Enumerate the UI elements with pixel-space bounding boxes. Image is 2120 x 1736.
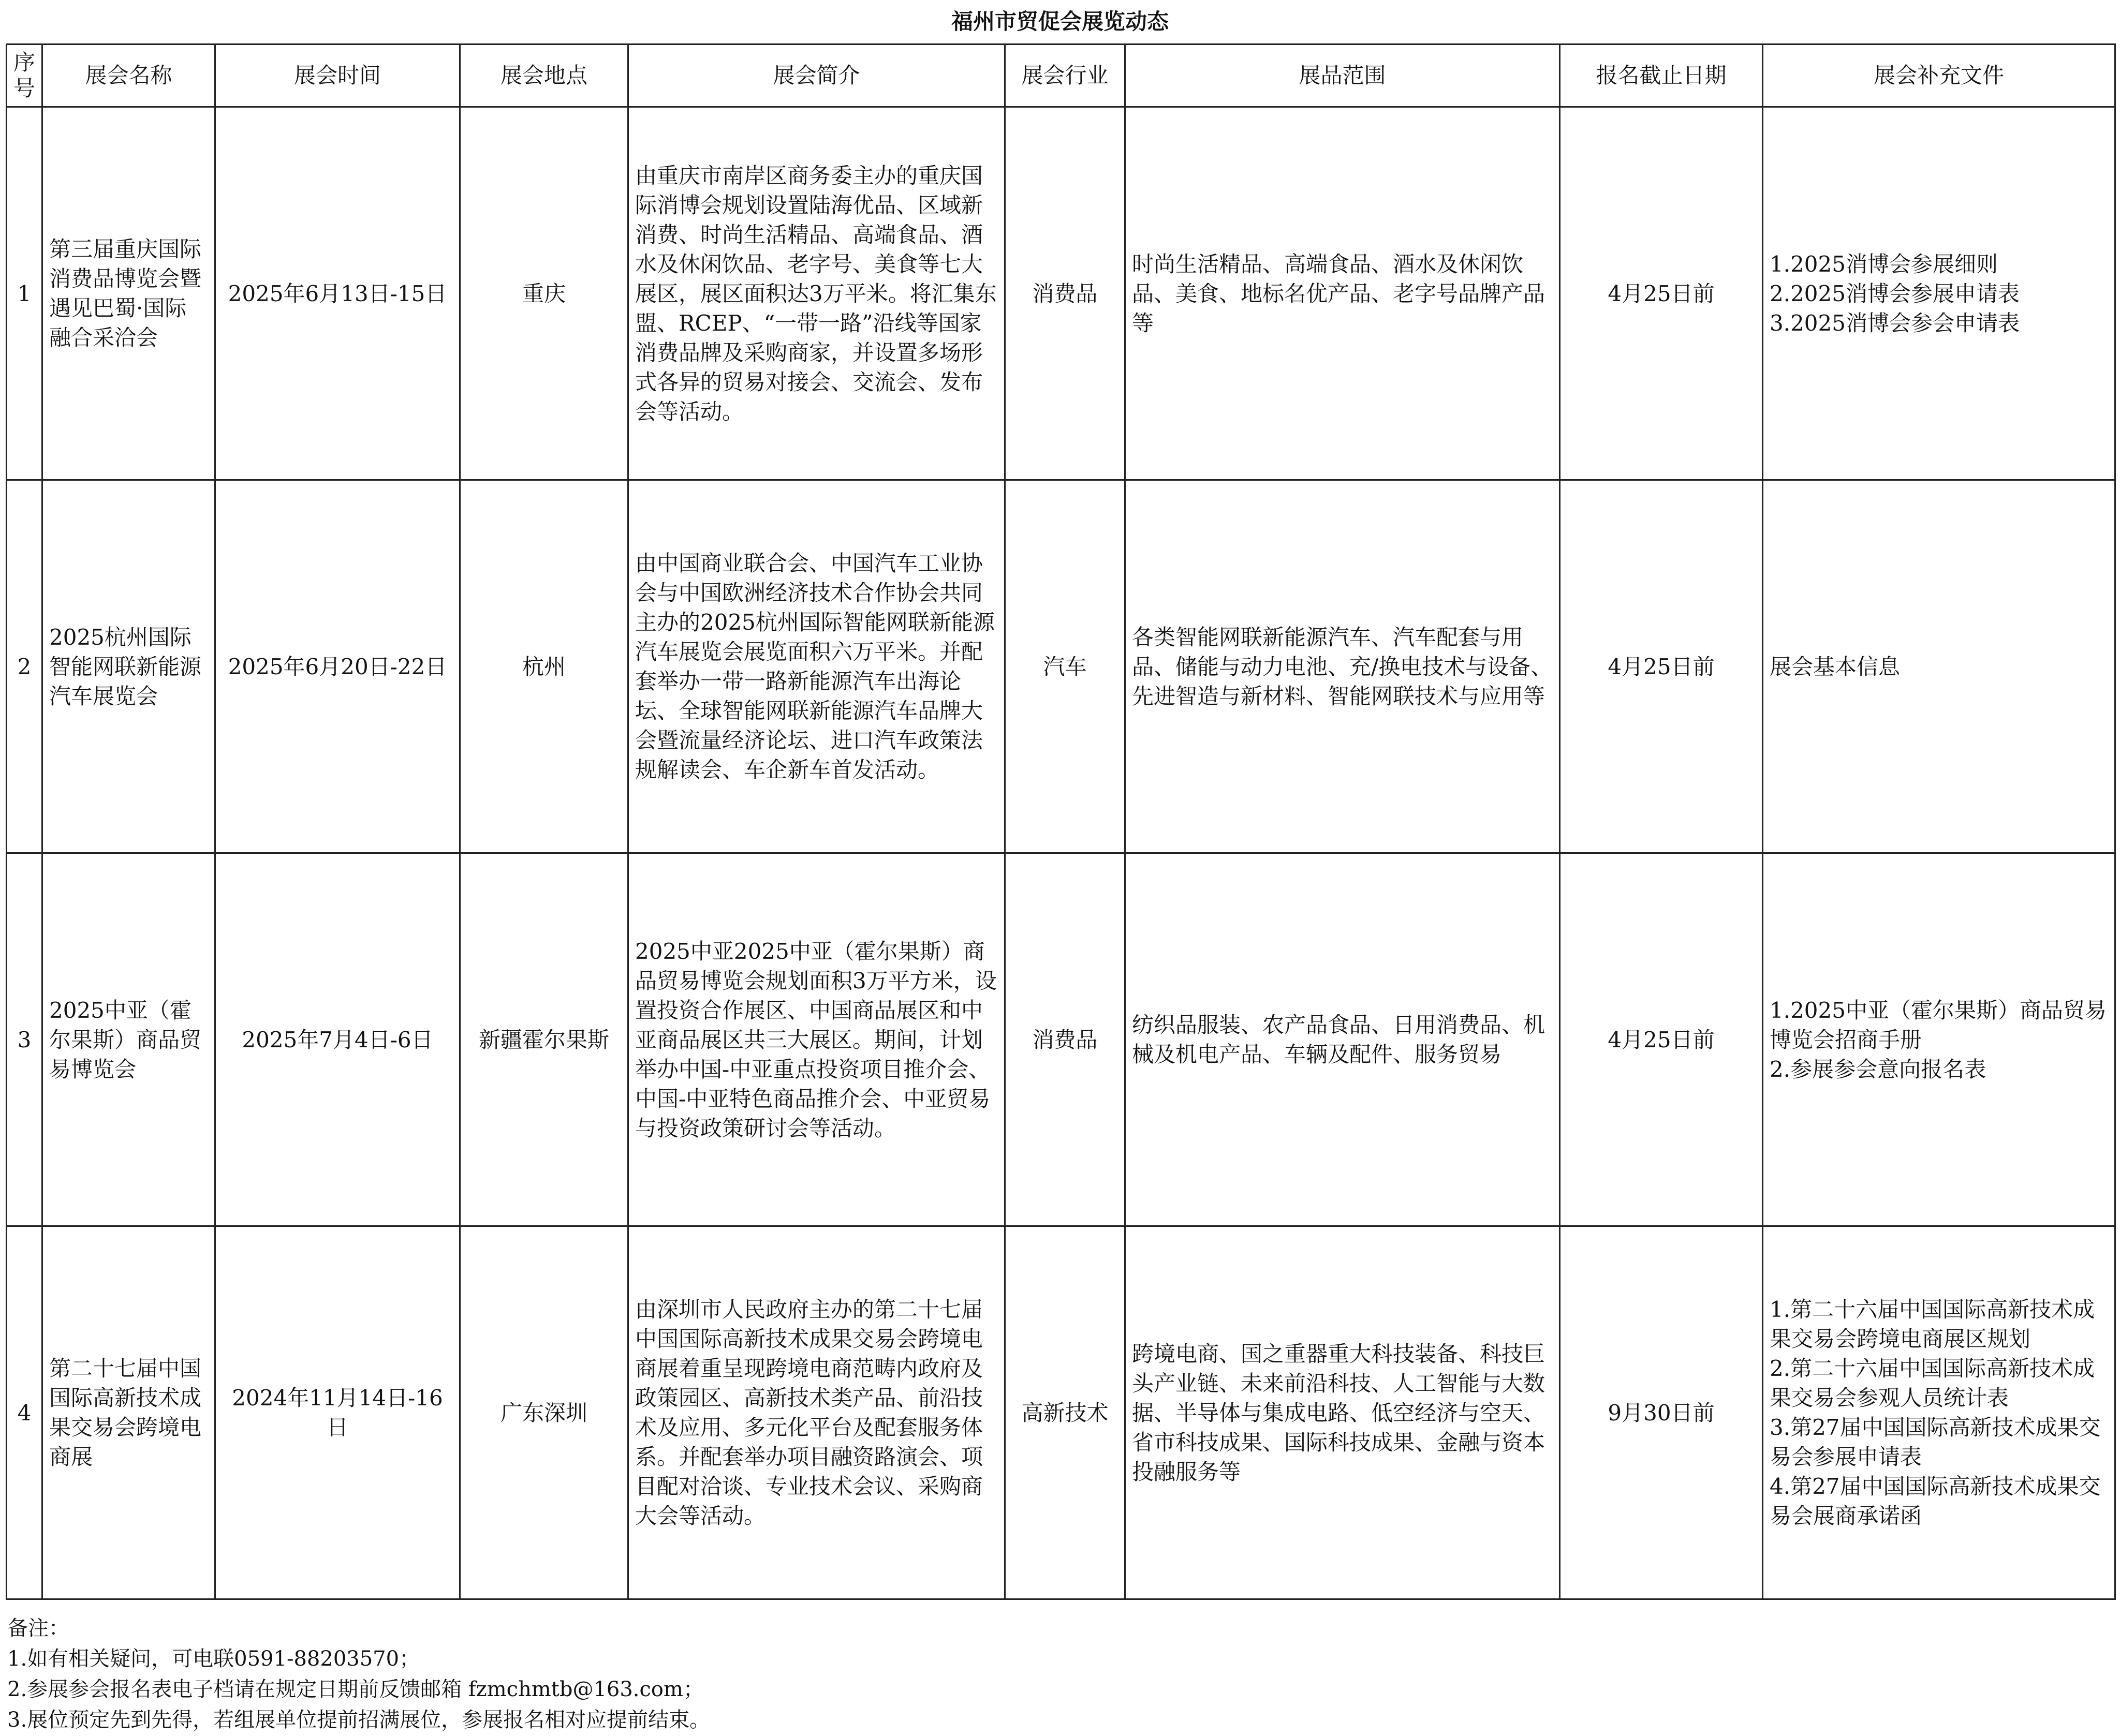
cell-scope: 纺织品服装、农产品食品、日用消费品、机械及机电产品、车辆及配件、服务贸易: [1125, 853, 1560, 1226]
cell-industry: 汽车: [1005, 480, 1125, 853]
cell-intro: 由深圳市人民政府主办的第二十七届中国国际高新技术成果交易会跨境电商展着重呈现跨境电商范畴内政府及政策园区、高新技术类产品、前沿技术及应用、多元化平台及配套服务体系。并配套举办项目融资路演会、项目配对洽谈、专业技术会议、采购商大会等活动。: [628, 1226, 1005, 1599]
cell-industry: 消费品: [1005, 853, 1125, 1226]
cell-deadline: 4月25日前: [1560, 480, 1763, 853]
header-deadline: 报名截止日期: [1560, 44, 1763, 107]
table-row: [7, 480, 2115, 853]
file-link[interactable]: 1.2025中亚（霍尔果斯）商品贸易博览会招商手册: [1770, 997, 2107, 1052]
table-header-row: [7, 44, 2115, 107]
header-industry: 展会行业: [1005, 44, 1125, 107]
cell-place: 广东深圳: [460, 1226, 628, 1599]
notes: [7, 1613, 710, 1735]
cell-name: 2025杭州国际智能网联新能源汽车展览会: [42, 480, 215, 853]
file-link[interactable]: 展会基本信息: [1770, 654, 1901, 679]
cell-time: 2024年11月14日-16日: [215, 1226, 460, 1599]
cell-files: [1763, 853, 2115, 1226]
page-title: 福州市贸促会展览动态: [951, 9, 1169, 34]
cell-no: 4: [7, 1226, 42, 1599]
notes-heading: 备注：: [7, 1616, 69, 1640]
cell-scope: 时尚生活精品、高端食品、酒水及休闲饮品、美食、地标名优产品、老字号品牌产品等: [1125, 107, 1560, 480]
cell-name: 2025中亚（霍尔果斯）商品贸易博览会: [42, 853, 215, 1226]
cell-no: 2: [7, 480, 42, 853]
file-link[interactable]: 1.2025消博会参展细则: [1770, 251, 1998, 277]
cell-place: 重庆: [460, 107, 628, 480]
header-scope: 展品范围: [1125, 44, 1560, 107]
exhibition-table: [6, 43, 2116, 1600]
file-link[interactable]: 4.第27届中国国际高新技术成果交易会展商承诺函: [1770, 1474, 2101, 1529]
header-name: 展会名称: [42, 44, 215, 107]
cell-no: 3: [7, 853, 42, 1226]
cell-files: [1763, 1226, 2115, 1599]
cell-deadline: 4月25日前: [1560, 107, 1763, 480]
cell-time: 2025年7月4日-6日: [215, 853, 460, 1226]
cell-scope: 跨境电商、国之重器重大科技装备、科技巨头产业链、未来前沿科技、人工智能与大数据、半导体与集成电路、低空经济与空天、省市科技成果、国际科技成果、金融与资本投融服务等: [1125, 1226, 1560, 1599]
header-place: 展会地点: [460, 44, 628, 107]
cell-name: 第二十七届中国国际高新技术成果交易会跨境电商展: [42, 1226, 215, 1599]
table-row: [7, 1226, 2115, 1599]
note-item: 1.如有相关疑问，可电联0591-88203570；: [7, 1647, 420, 1671]
header-intro: 展会简介: [628, 44, 1005, 107]
cell-place: 新疆霍尔果斯: [460, 853, 628, 1226]
file-link[interactable]: 2.2025消博会参展申请表: [1770, 280, 2020, 306]
cell-industry: 高新技术: [1005, 1226, 1125, 1599]
cell-intro: 由中国商业联合会、中国汽车工业协会与中国欧洲经济技术合作协会共同主办的2025杭州国际智能网联新能源汽车展览会展览面积六万平米。并配套举办一带一路新能源汽车出海论坛、全球智能网联新能源汽车品牌大会暨流量经济论坛、进口汽车政策法规解读会、车企新车首发活动。: [628, 480, 1005, 853]
cell-place: 杭州: [460, 480, 628, 853]
table-row: [7, 107, 2115, 480]
file-link[interactable]: 3.2025消博会参会申请表: [1770, 310, 2020, 336]
cell-no: 1: [7, 107, 42, 480]
cell-time: 2025年6月20日-22日: [215, 480, 460, 853]
cell-intro: 由重庆市南岸区商务委主办的重庆国际消博会规划设置陆海优品、区域新消费、时尚生活精品、高端食品、酒水及休闲饮品、老字号、美食等七大展区，展区面积达3万平米。将汇集东盟、RCEP、“一带一路”沿线等国家消费品牌及采购商家，并设置多场形式各异的贸易对接会、交流会、发布会等活动。: [628, 107, 1005, 480]
note-item: 2.参展参会报名表电子档请在规定日期前反馈邮箱 fzmchmtb@163.com；: [7, 1678, 704, 1701]
file-link[interactable]: 2.参展参会意向报名表: [1770, 1056, 1986, 1082]
header-no: 序号: [7, 44, 42, 107]
file-link[interactable]: 3.第27届中国国际高新技术成果交易会参展申请表: [1770, 1415, 2101, 1470]
file-link[interactable]: 2.第二十六届中国国际高新技术成果交易会参观人员统计表: [1770, 1356, 2095, 1411]
cell-scope: 各类智能网联新能源汽车、汽车配套与用品、储能与动力电池、充/换电技术与设备、先进智造与新材料、智能网联技术与应用等: [1125, 480, 1560, 853]
cell-files: [1763, 480, 2115, 853]
header-files: 展会补充文件: [1763, 44, 2115, 107]
cell-deadline: 4月25日前: [1560, 853, 1763, 1226]
cell-files: [1763, 107, 2115, 480]
cell-industry: 消费品: [1005, 107, 1125, 480]
file-link[interactable]: 1.第二十六届中国国际高新技术成果交易会跨境电商展区规划: [1770, 1297, 2095, 1352]
cell-time: 2025年6月13日-15日: [215, 107, 460, 480]
cell-name: 第三届重庆国际消费品博览会暨遇见巴蜀·国际融合采洽会: [42, 107, 215, 480]
header-time: 展会时间: [215, 44, 460, 107]
note-item: 3.展位预定先到先得，若组展单位提前招满展位，参展报名相对应提前结束。: [7, 1708, 711, 1732]
table-row: [7, 853, 2115, 1226]
cell-intro: 2025中亚2025中亚（霍尔果斯）商品贸易博览会规划面积3万平方米，设置投资合作展区、中国商品展区和中亚商品展区共三大展区。期间，计划举办中国-中亚重点投资项目推介会、中国-中亚特色商品推介会、中亚贸易与投资政策研讨会等活动。: [628, 853, 1005, 1226]
cell-deadline: 9月30日前: [1560, 1226, 1763, 1599]
